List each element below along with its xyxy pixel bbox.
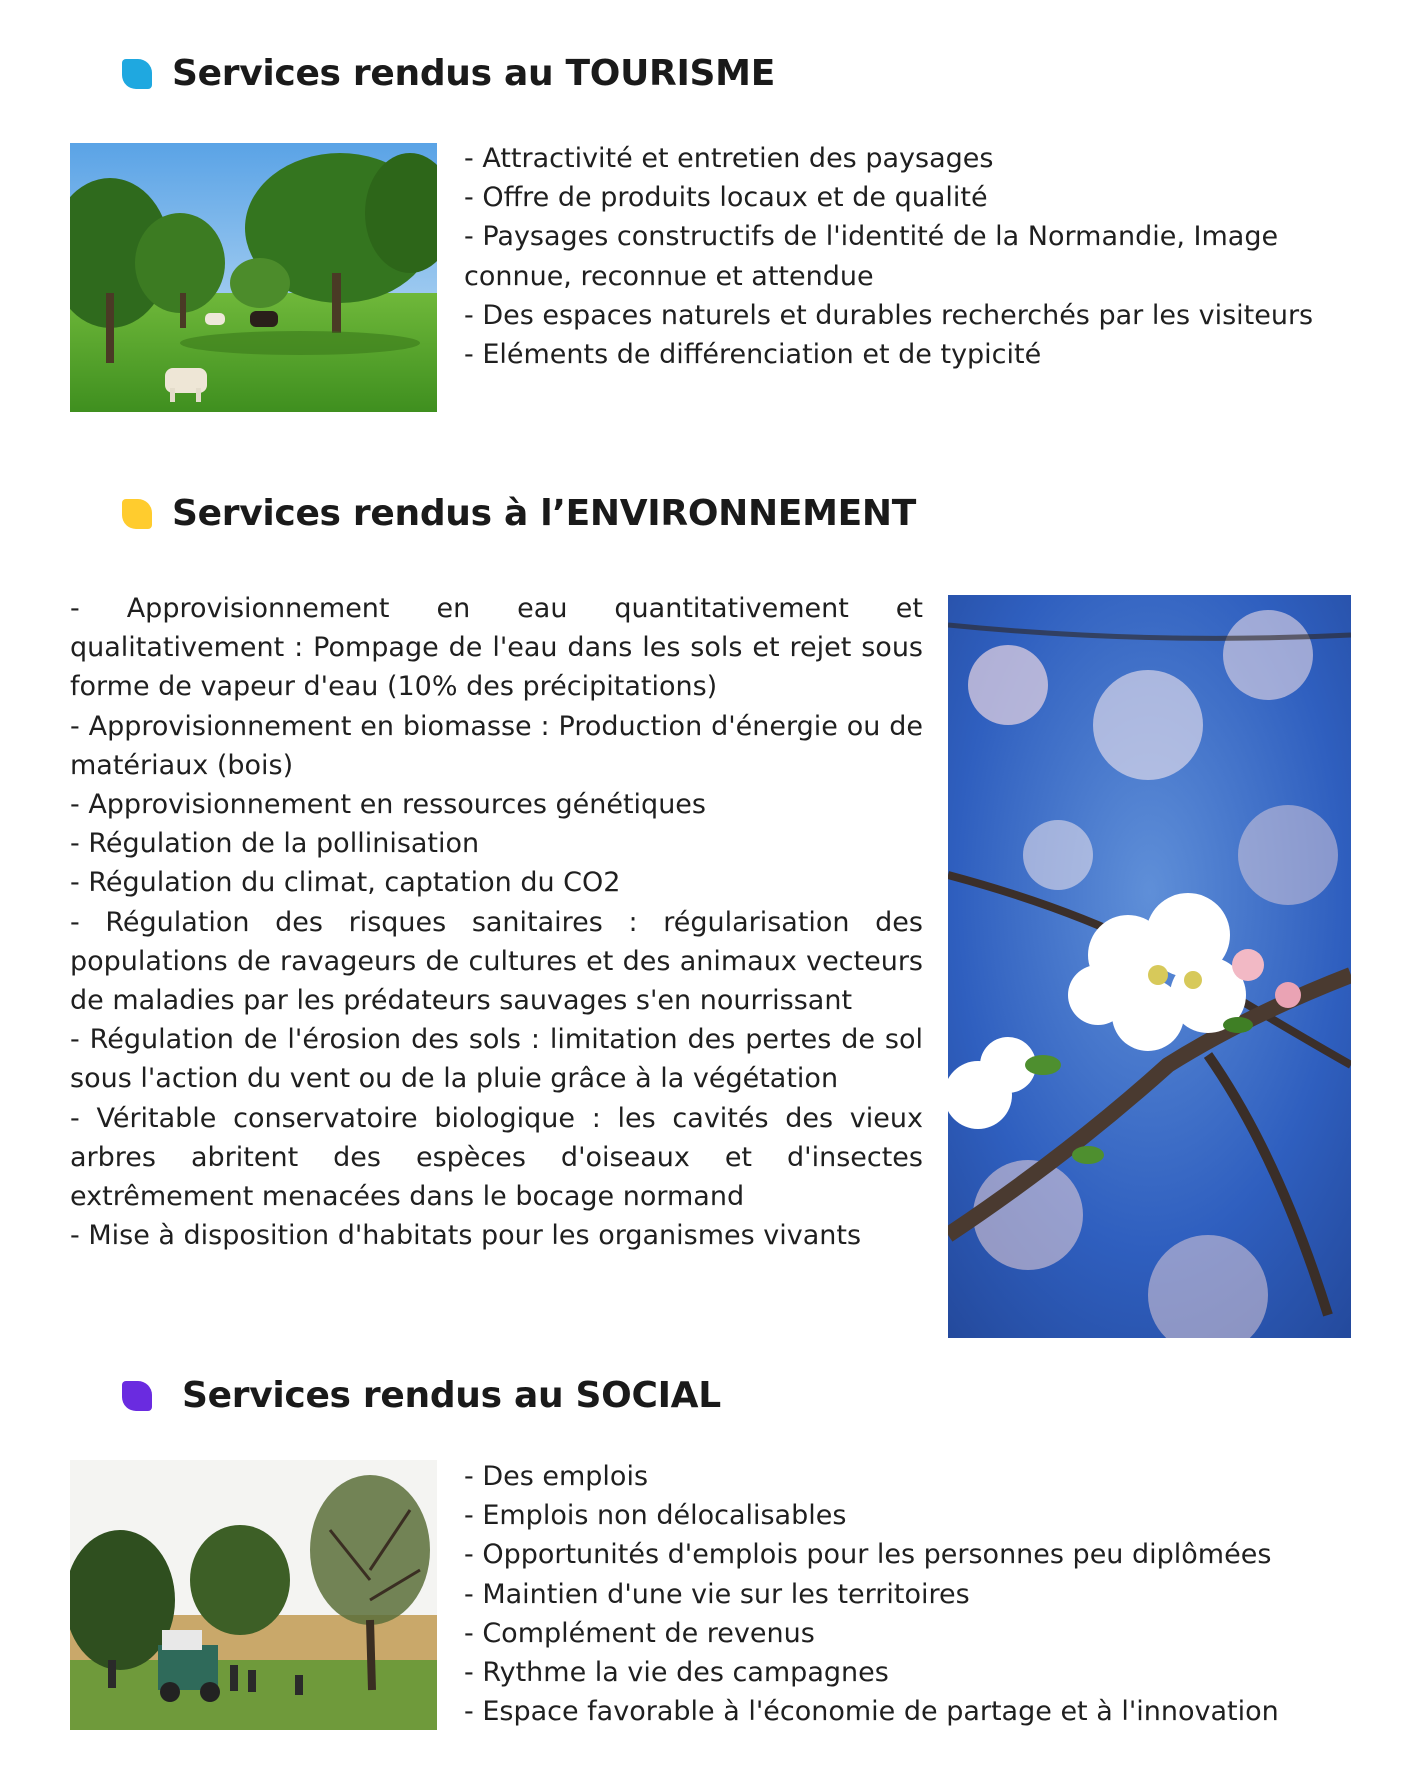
list-item: - Véritable conservatoire biologique : les cavités des vieux arbres abritent des espèces d'oiseaux et d'insectes extrêmement menacées dans le bocage normand bbox=[70, 1102, 923, 1213]
list-item: - Régulation de l'érosion des sols : limitation des pertes de sol sous l'action du vent ou de la pluie grâce à la végétation bbox=[70, 1024, 923, 1095]
section-title: Services rendus au TOURISME bbox=[172, 53, 775, 94]
section-heading-tourisme bbox=[122, 53, 775, 94]
leaf-bullet-icon bbox=[122, 1381, 152, 1411]
list-item: - Attractivité et entretien des paysages bbox=[464, 143, 994, 174]
leaf-bullet-icon bbox=[122, 59, 152, 89]
list-item: - Emplois non délocalisables bbox=[464, 1500, 847, 1532]
orchard-harvest-photo bbox=[70, 1460, 437, 1730]
section-heading-environnement bbox=[122, 493, 916, 534]
section-heading-social bbox=[122, 1375, 721, 1416]
list-item: - Régulation de la pollinisation bbox=[70, 828, 480, 860]
list-item: - Mise à disposition d'habitats pour les organismes vivants bbox=[70, 1220, 862, 1252]
list-item: - Opportunités d'emplois pour les personnes peu diplômées bbox=[464, 1539, 1272, 1571]
list-item: - Complément de revenus bbox=[464, 1617, 815, 1649]
list-item: - Régulation du climat, captation du CO2 bbox=[70, 867, 621, 899]
list-item: - Approvisionnement en ressources génétiques bbox=[70, 789, 706, 821]
list-item: - Approvisionnement en biomasse : Production d'énergie ou de matériaux (bois) bbox=[70, 710, 923, 781]
list-item: - Maintien d'une vie sur les territoires bbox=[464, 1578, 970, 1610]
section-title: Services rendus à l’ENVIRONNEMENT bbox=[172, 493, 916, 534]
social-list bbox=[464, 1457, 1344, 1731]
list-item: - Espace favorable à l'économie de partage et à l'innovation bbox=[464, 1696, 1279, 1728]
section-title: Services rendus au SOCIAL bbox=[182, 1375, 721, 1416]
list-item: - Des emplois bbox=[464, 1461, 649, 1492]
apple-blossom-photo bbox=[948, 595, 1351, 1338]
list-item: - Régulation des risques sanitaires : régularisation des populations de ravageurs de cultures et des animaux vecteurs de maladies par les prédateurs sauvages s'en nourrissant bbox=[70, 906, 923, 1017]
list-item: - Rythme la vie des campagnes bbox=[464, 1657, 889, 1689]
tourisme-list bbox=[464, 139, 1344, 374]
leaf-bullet-icon bbox=[122, 499, 152, 529]
orchard-meadow-photo bbox=[70, 143, 437, 412]
list-item: - Paysages constructifs de l'identité de la Normandie, Image connue, reconnue et attendue bbox=[464, 221, 1279, 292]
list-item: - Approvisionnement en eau quantitativement et qualitativement : Pompage de l'eau dans les sols et rejet sous forme de vapeur d'eau (10% des précipitations) bbox=[70, 593, 923, 703]
list-item: - Des espaces naturels et durables recherchés par les visiteurs bbox=[464, 299, 1314, 331]
list-item: - Offre de produits locaux et de qualité bbox=[464, 182, 988, 214]
list-item: - Eléments de différenciation et de typicité bbox=[464, 339, 1042, 371]
environnement-list bbox=[70, 589, 923, 1255]
